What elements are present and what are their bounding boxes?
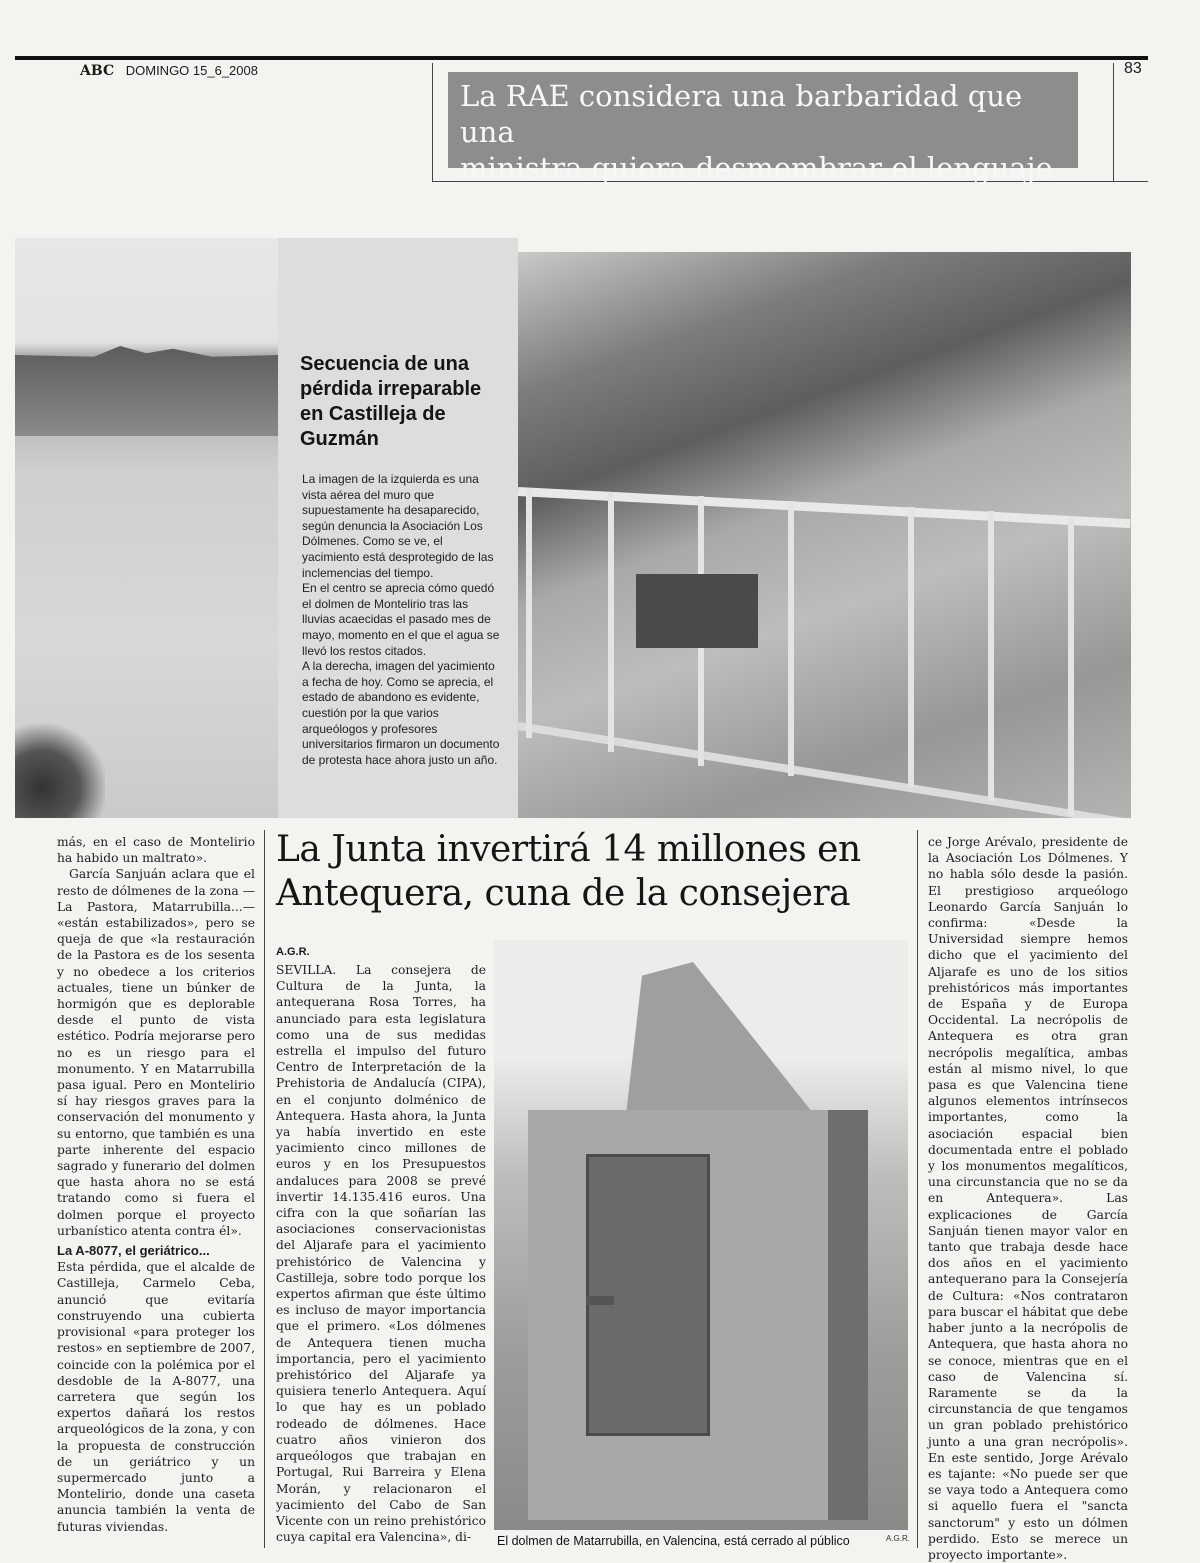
banner-line-2: ministra quiera desmembrar el lenguaje <box>460 151 1053 185</box>
door-latch <box>586 1296 614 1305</box>
byline: A.G.R. <box>276 946 310 958</box>
aerial-photo <box>15 238 278 818</box>
hills-silhouette <box>15 346 278 436</box>
fence-post <box>908 507 914 787</box>
fence-post <box>1068 516 1074 816</box>
paragraph: más, en el caso de Montelirio ha habido un maltrato». <box>57 835 255 866</box>
hut-roof <box>528 962 828 1132</box>
paragraph: SEVILLA. La consejera de Cultura de la Junta, la antequerana Rosa Torres, ha anunciado para esta legislatura como una de sus medidas estrella el impulso del futuro Centro de Interpretación de la Prehistoria de Andalucía (CIPA), en el conjunto dolménico de Antequera. Hasta ahora, la Junta ya había invertido en este yacimiento cinco millones de euros y en los Presupuestos andaluces para 2008 se prevé invertir 14.135.416 euros. Una cifra con la que soñarían las asociaciones conservacionistas del Aljarafe para el yacimiento prehistórico de Valencina y Castilleja, sobre todo porque los expertos afirman que éste último es incluso de mayor importancia que el primero. «Los dólmenes de Antequera tienen mucha importancia, pero el yacimiento prehistórico del Aljarafe ya quisiera tenerlo Antequera. Aquí lo que hay es un poblado rodeado de dólmenes. Hace cuatro años vinieron dos arqueólogos que trabajan en Portugal, Rui Barreira y Elena Morán, y relacionaron el yacimiento del Cabo de San Vicente con un reino prehistórico cuya capital era Valencina», di- <box>276 963 486 1545</box>
site-fence-photo <box>518 252 1131 818</box>
article-column-middle <box>276 962 486 1545</box>
dolmen-entrance-photo <box>494 940 908 1530</box>
column-divider <box>917 830 918 1548</box>
fence-post <box>608 492 614 752</box>
issue-date: DOMINGO 15_6_2008 <box>125 63 258 78</box>
caption-paragraph: A la derecha, imagen del yacimiento a fecha de hoy. Como se aprecia, el estado de abandono es evidente, cuestión por la que varios arqueólogos y profesores universitarios firmaron un documento de protesta hace ahora justo un año. <box>302 659 500 767</box>
fence-post <box>526 488 532 738</box>
metal-door <box>586 1154 710 1436</box>
photo-credit: A.G.R. <box>886 1534 911 1543</box>
caption-title: Secuencia de una pérdida irreparable en Castilleja de Guzmán <box>300 353 482 450</box>
section-subhead: La A-8077, el geriátrico... <box>57 1243 210 1259</box>
column-divider <box>264 830 265 1548</box>
header-divider <box>432 63 433 181</box>
teaser-banner <box>448 72 1078 185</box>
paper-name: ABC <box>80 63 115 79</box>
caption-paragraph: En el centro se aprecia cómo quedó el dolmen de Montelirio tras las lluvias acaecidas el pasado mes de mayo, momento en el que el agua se llevó los restos citados. <box>302 581 500 658</box>
caption-text <box>302 472 502 768</box>
paragraph: García Sanjuán aclara que el resto de dólmenes de la zona —La Pastora, Matarrubilla...— «están estabilizados», pero se queja de que «la restauración de la Pastora es de los sesenta y no obedece a los criterios actuales, tiene un búnker de hormigón que es deplorable desde el punto de vista estético. Podría mejorarse pero no es un riesgo para el monumento. Y en Matarrubilla pasa igual. Pero en Montelirio sí hay riesgos graves para la conservación del monumento y su entorno, que también es una parte inherente del espacio sagrado y funerario del dolmen que hasta ahora no se está tratando como si fuera el dolmen porque el proyecto urbanístico atenta contra él». <box>57 867 255 1238</box>
top-rule <box>15 56 1148 60</box>
header-divider-right <box>1113 63 1114 181</box>
caption-paragraph: La imagen de la izquierda es una vista aérea del muro que supuestamente ha desaparecido, según denuncia la Asociación Los Dólmenes. Como se ve, el yacimiento está desprotegido de las inclemencias del tiempo. <box>302 472 494 580</box>
paragraph: ce Jorge Arévalo, presidente de la Asociación Los Dólmenes. Y no habla sólo desde la pasión. El prestigioso arqueólogo Leonardo García Sanjuán lo confirma: «Desde la Universidad siempre hemos dicho que el yacimiento del Aljarafe es uno de los sitios prehistóricos más importantes de España y de Europa Occidental. La necrópolis de Antequera es otra gran necrópolis megalítica, ambas están al mismo nivel, lo que pasa es que Valencina tiene algunos elementos intrínsecos importantes, como la asociación espacial bien documentada entre el poblado y los monumentos megalíticos, una circunstancia que no se da en Antequera». Las explicaciones de García Sanjuán tienen mayor valor en tanto que trabaja desde hace dos años en el yacimiento antequerano para la Consejería de Cultura: «Nos contrataron para buscar el hábitat que debe haber junto a la necrópolis de Antequera, que hasta ahora no se conoce, mientras que en el caso de Valencina sí. Raramente se da la circunstancia de que tengamos un gran poblado prehistórico junto a una gran necrópolis». En este sentido, Jorge Arévalo es tajante: «No puede ser que se vaya todo a Antequera como si aquello fuera el "sancta sanctorum" y esto un dólmen perdido. Esto se merece un proyecto importante». <box>928 835 1128 1562</box>
banner-line-1: La RAE considera una barbaridad que una <box>460 79 1023 149</box>
paragraph: Esta pérdida, que el alcalde de Castilleja, Carmelo Ceba, anunció que evitaría construyendo una cubierta provisional «para proteger los restos» en septiembre de 2007, coincide con la polémica por el desdoble de la A-8077, una carretera que según los expertos dañará los restos arqueológicos de la zona, y con la propuesta de construcción de un geriátrico y un supermercado junto a Montelirio, donde una caseta anuncia también la venta de futuras viviendas. <box>57 1260 255 1534</box>
hut-side-wall <box>828 1110 868 1520</box>
site-sign <box>636 574 758 648</box>
fence-post <box>988 511 994 801</box>
photo-caption: El dolmen de Matarrubilla, en Valencina, está cerrado al público <box>497 1534 850 1548</box>
bush-shadow <box>15 718 105 818</box>
fence-post <box>788 501 794 776</box>
masthead <box>80 63 258 79</box>
article-headline: La Junta invertirá 14 millones en Antequera, cuna de la consejera <box>276 829 861 914</box>
page-number: 83 <box>1124 60 1142 77</box>
article-column-right <box>928 834 1128 1563</box>
article-column-left <box>57 834 255 1535</box>
